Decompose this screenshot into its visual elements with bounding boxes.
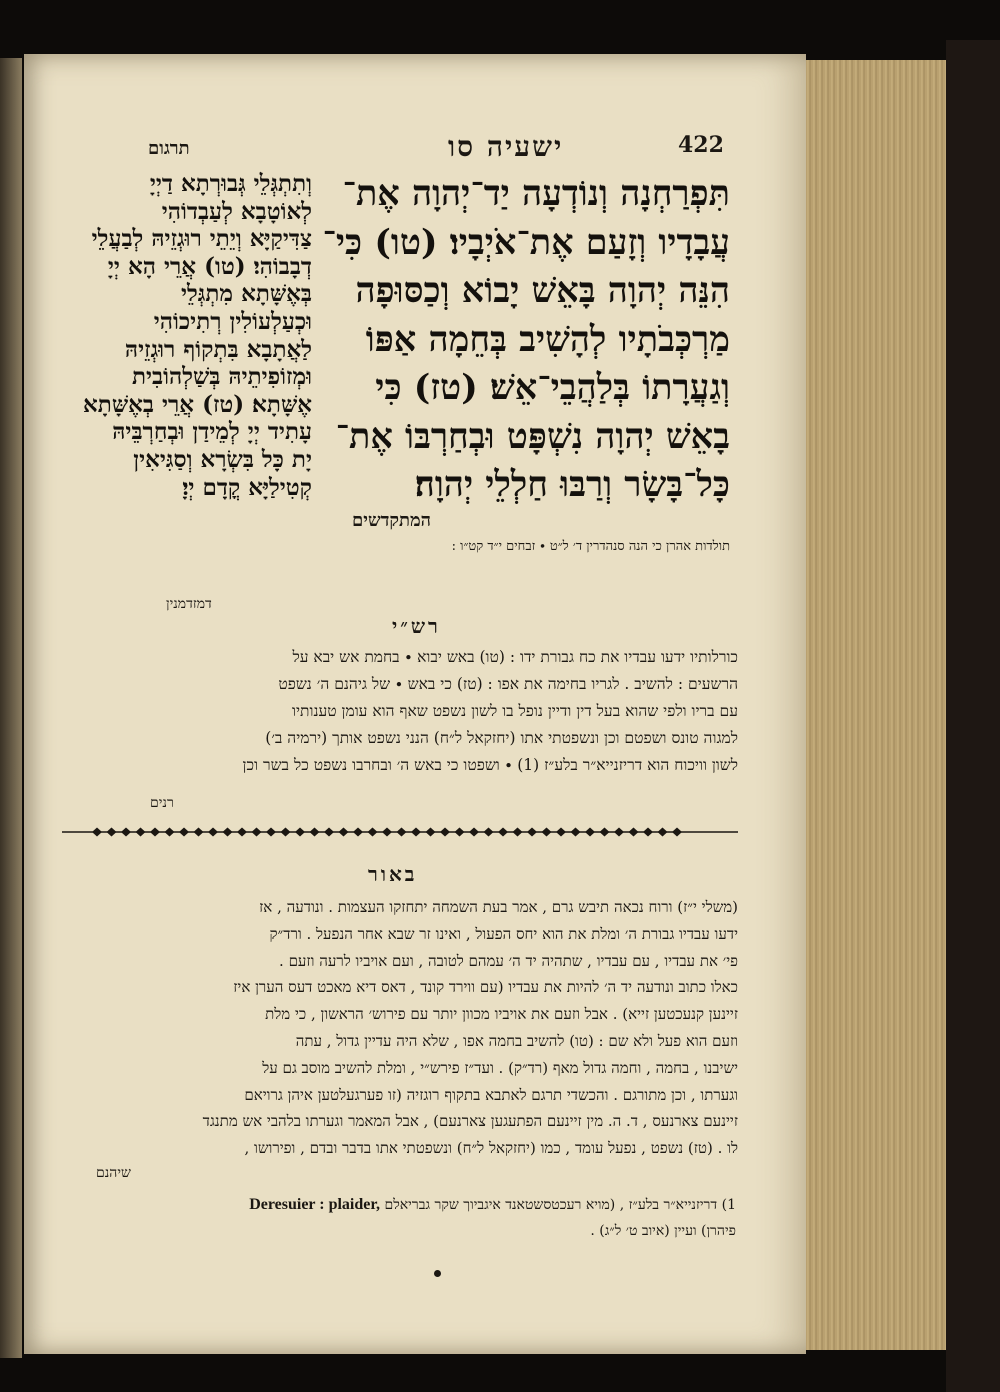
divider-diamond — [121, 828, 131, 837]
page-number: 422 — [678, 132, 724, 158]
footnote — [96, 1192, 736, 1244]
divider-diamond — [339, 828, 349, 837]
divider-diamond — [585, 828, 595, 837]
targum-line: וְתִתְגְּלֵי גְּבוּרְתָא דַיְיָ — [149, 170, 312, 197]
scripture-line: כָּל־בָּשָׂר וְרַבּוּ חַלְלֵי יְהוָה׃ — [414, 464, 730, 505]
footnote-line: פיהרן) ועיין (איוב ט׳ ל״ג) . — [590, 1223, 736, 1239]
divider-diamond — [571, 828, 581, 837]
divider-diamond — [411, 828, 421, 837]
scripture-catchword: המתקדשים — [352, 510, 431, 531]
divider-diamond — [600, 828, 610, 837]
biur-line: לו . (טז) נשפט , נפעל עומד , כמו (יחזקאל ל״ח) ונשפטתי אתו בדבר ובדם , ופירושו , — [244, 1139, 738, 1158]
targum-column — [64, 170, 312, 501]
targum-line: אֶשָּׁתָא׃ (טז) אֲרֵי בְאֶשָּׁתָא — [83, 390, 312, 418]
targum-line: לְאוֹטָבָא לְעַבְדוֹהִי — [161, 197, 312, 225]
divider-diamond — [223, 828, 233, 837]
divider-diamond — [643, 828, 653, 837]
targum-line: לַאֲתָבָא בִּתְקוֹף רוּגְזֵיהּ — [124, 335, 312, 363]
divider-diamond — [295, 828, 305, 837]
biur-line: זיינען קנעכטען זייא) . אבל וזעם את אויביו מכוון יותר עם פירוש׳ הראשון , כי מלת — [265, 1005, 738, 1024]
biur-line: (משלי י״ז) ורוח נכאה תיבש גרם , אמר בעת השמחה יתחזקו העצמות . ונודעה , אז — [259, 898, 738, 916]
footnote-latin: Deresuier : plaider, — [249, 1196, 380, 1213]
divider-diamond — [208, 828, 218, 837]
divider-diamond — [382, 828, 392, 837]
divider-diamond — [353, 828, 363, 837]
divider-diamond — [440, 828, 450, 837]
targum-line: בְּאֶשָּׁתָא מִתְגְּלֵי — [181, 280, 312, 308]
scripture-line: מַרְכְּבֹתָיו לְהָשִׁיב בְּחֵמָה אַפּוֹ — [365, 318, 730, 360]
divider-diamond — [498, 828, 508, 837]
rashi-line: למגוה טונס ושפטם וכן ונשפטתי אתו (יחזקאל ל״ח) הנני נשפט אותך (ירמיה ב׳) — [265, 729, 738, 747]
divider-diamond — [527, 828, 537, 837]
divider-diamond — [179, 828, 189, 837]
divider-diamond — [150, 828, 160, 837]
rashi-line: הרשעים : להשיב . לגריו בחימה את אפו : (טז) כי באש ∙ של גיהנם ה׳ נשפט — [278, 675, 738, 693]
divider-diamond — [629, 828, 639, 837]
divider-diamond — [455, 828, 465, 837]
divider-diamond — [281, 828, 291, 837]
divider-diamond — [513, 828, 523, 837]
divider-diamond — [165, 828, 175, 837]
scripture-text — [318, 170, 730, 510]
biur-line: וגערתו , וכן מתורגם . והכשדי תרגם לאתבא בתקוף רוגזיה (זו פערגעלטען איהן גרויאם — [244, 1085, 738, 1104]
biur-line: ידעו עבדיו גבורת ה׳ ומלת את הוא יחס הפעול , ואינו זר שבא אחר הנפעל . ורד״ק — [269, 924, 738, 943]
scripture-line: עֲבָדָיו וְזָעַם אֶת־אֹיְבָיו׃ (טו) כִּי־ — [322, 221, 730, 263]
biur-line: וזעם הוא פעל ולא שם : (טו) להשיב בחמה אפו , שלא היה עדיין גדול , עתה — [295, 1031, 738, 1050]
divider-diamond — [469, 828, 479, 837]
biur-line: כאלו כתוב ונודעה יד ה׳ להיות את עבדיו (עם ווירד קונד , דאס דיא מאכט דעס הערן איז — [233, 978, 738, 997]
divider-diamond — [426, 828, 436, 837]
biur-heading: באור — [368, 862, 418, 886]
targum-line: קְטִילַיָּא קֳדָם יְיָ׃ — [182, 473, 312, 501]
divider-diamond — [266, 828, 276, 837]
footnote-line — [96, 1192, 736, 1218]
divider-diamond — [368, 828, 378, 837]
toldot-aharon-note: תולדות אהרן כי הנה סנהדרין ד׳ ל״ט ∙ זבחים י״ד קט״ו : — [451, 539, 730, 554]
scripture-line: בָאֵשׁ יְהוָה נִשְׁפָּט וּבְחַרְבּוֹ אֶת־ — [335, 415, 730, 457]
facing-page-edge — [0, 58, 22, 1358]
footnote-hebrew: 1) דריזנייא״ר בלע״ז , (מויא רעכטסשטאנד איגביוך שקר גבריאלם — [384, 1197, 736, 1213]
scripture-line: וְגַעֲרָתוֹ בְּלַהֲבֵי־אֵשׁ׃ (טז) כִּי — [375, 367, 730, 408]
targum-line: עָתִיד יְיָ לְמֵידַן וּבְחַרְבֵּיהּ — [112, 418, 312, 446]
targum-catchword: דמזדמנין — [166, 596, 212, 612]
divider-diamond — [484, 828, 494, 837]
divider-diamond — [237, 828, 247, 837]
divider-diamond — [92, 828, 102, 837]
divider-diamond — [324, 828, 334, 837]
biur-catchword: שיהנם — [96, 1165, 131, 1181]
targum-line: דְבָבוֹהִי׃ (טו) אֲרֵי הָא יְיָ — [107, 252, 312, 280]
rashi-catchword: רנים — [150, 795, 174, 811]
divider-diamond — [194, 828, 204, 837]
divider-diamond — [542, 828, 552, 837]
running-head-book: ישעיה סו — [448, 130, 564, 163]
scripture-line: הִנֵּה יְהוָה בָּאֵשׁ יָבוֹא וְכַסּוּפָה — [355, 270, 730, 311]
book-cover — [946, 40, 1000, 1392]
ornamental-divider — [62, 826, 738, 838]
rashi-line: כורלותיו ידעו עבדיו את כח גבורת ידו : (טו) באש יבוא ∙ בחמת אש יבא על — [292, 648, 738, 666]
divider-diamond — [252, 828, 262, 837]
targum-line: יָת כָּל בִּשְׂרָא וְסַגִּיאִין — [133, 445, 312, 473]
divider-diamond — [107, 828, 117, 837]
page-block-edge — [806, 60, 946, 1350]
rashi-commentary — [62, 644, 738, 779]
divider-diamond — [397, 828, 407, 837]
divider-diamond — [658, 828, 668, 837]
rashi-line: עם בריו ולפי שהוא בעל דין ודיין נופל בו לשון נשפט שאף הוא עומן טענותיו — [292, 702, 738, 720]
targum-line: וּמְזוֹפִיתֵיהּ בְּשַׁלְהוֹבִית — [131, 363, 312, 391]
divider-diamond — [614, 828, 624, 837]
rashi-line: לשון וויכוח הוא דריזנייא״ר בלע״ז (1) ∙ ושפטו כי באש ה׳ ובחרבו נשפט כל בשר וכן — [242, 756, 738, 774]
biur-line: ישיבנו , בחמה , וחמה גדול מאף (רד״ק) . ועד״ז פירש״י , ומלת להשיב מוסב גם על — [262, 1058, 738, 1077]
divider-diamond — [672, 828, 682, 837]
scripture-line: תִּפְרַחְנָה וְנוֹדְעָה יַד־יְהוָה אֶת־ — [342, 173, 730, 214]
targum-line: וּכְעַלְעוֹלִין רְתִיכוֹהִי — [153, 307, 312, 335]
running-head-targum: תרגום — [148, 138, 190, 159]
divider-diamond — [556, 828, 566, 837]
rashi-heading: רש״י — [392, 614, 441, 638]
divider-diamond — [310, 828, 320, 837]
page-ornament-dot — [434, 1270, 441, 1277]
biur-line: פי׳ את עבדיו , עם עבדיו , שתהיה יד ה׳ עמהם לטובה , ועם אויביו לרעה וזעם . — [279, 951, 738, 970]
biur-commentary — [62, 894, 738, 1162]
divider-diamond — [136, 828, 146, 837]
biur-line: זיינעם צארנעס , ד. ה. מין זיינעם הפתעגען צארנעם) , אבל המאמר וגערתו בלהבי אש מתנגד — [202, 1112, 738, 1131]
targum-line: צַדִּיקַיָּא וְיֵתֵי רוּגְזֵיהּ לְבַעֲלֵי — [91, 225, 312, 253]
